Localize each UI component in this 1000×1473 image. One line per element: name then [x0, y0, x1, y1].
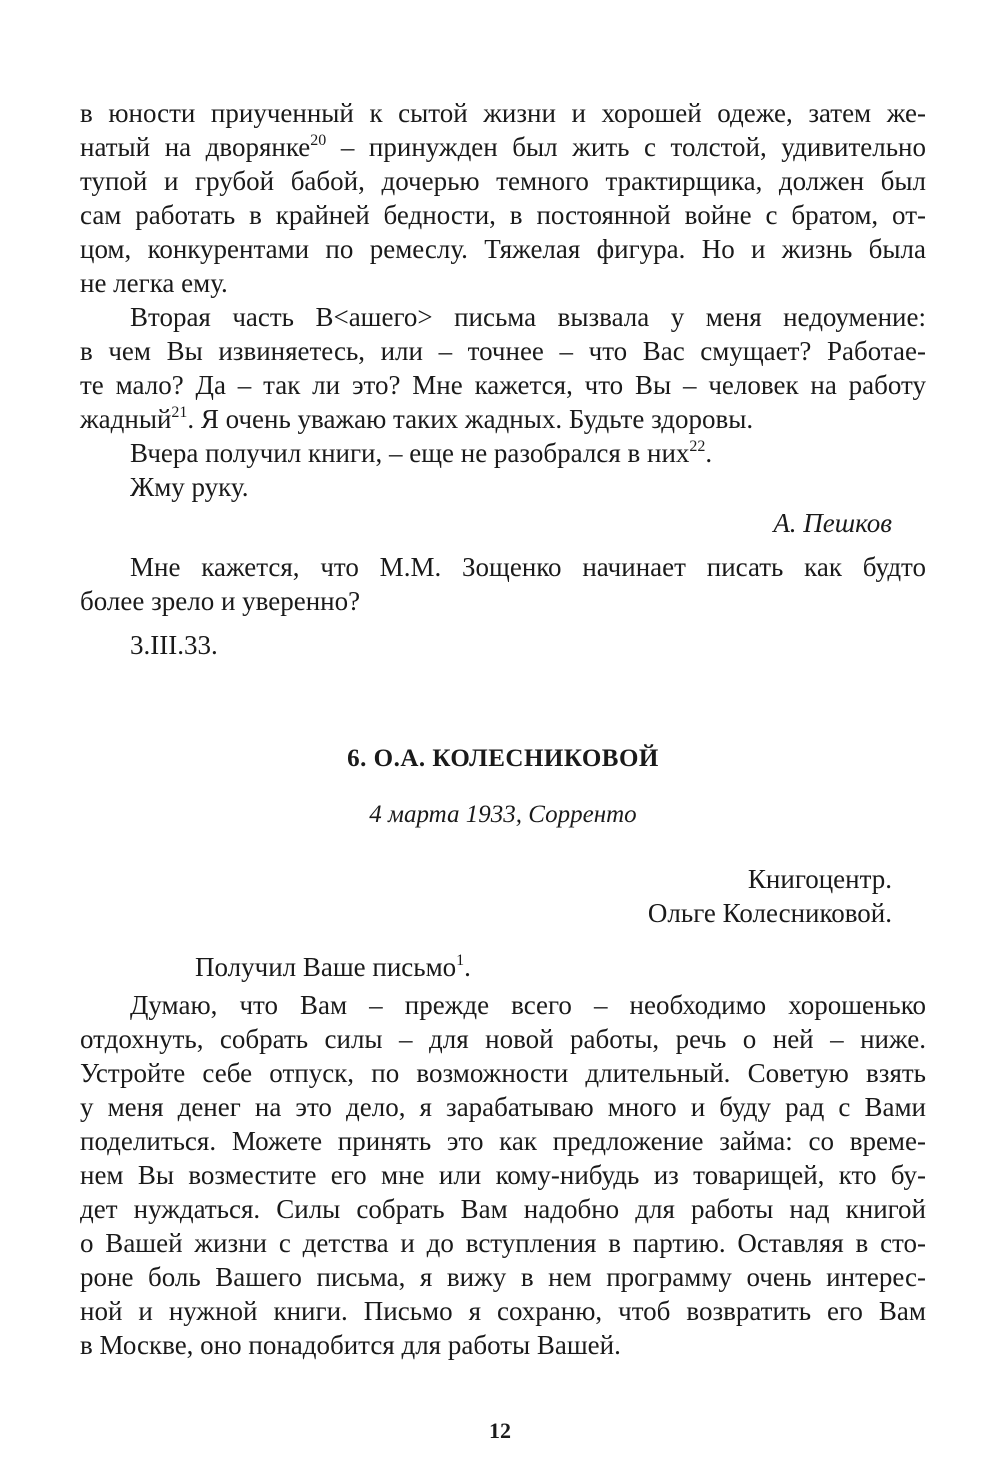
- postscript: [80, 550, 926, 618]
- text-line: Мне кажется, что М.М. Зощенко начинает писать как будто: [130, 552, 926, 582]
- footnote-ref: 1: [456, 952, 465, 969]
- text-line: те мало? Да – так ли это? Мне кажется, что Вы – человек на работу: [80, 370, 926, 400]
- address-line: Ольге Колесниковой.: [647, 898, 892, 928]
- footnote-ref: 22: [689, 438, 706, 455]
- address-block: [80, 862, 926, 930]
- text-line: нем Вы возместите его мне или кому-нибудь из товарищей, кто бу-: [80, 1160, 926, 1190]
- text-line: Вторая часть В<ашего> письма вызвала у меня недоумение:: [130, 302, 926, 332]
- text-line: в чем Вы извиняетесь, или – точнее – что Вас смущает? Работае-: [80, 336, 926, 366]
- page-number: 12: [489, 1418, 511, 1443]
- letter-date: 3.III.33.: [130, 630, 218, 660]
- text-line: Устройте себе отпуск, по возможности длительный. Советую взять: [80, 1058, 926, 1088]
- text-line: цом, конкурентами по ремеслу. Тяжелая фигура. Но и жизнь была: [80, 234, 926, 264]
- opening-line: Получил Ваше письмо$^1$.: [195, 952, 471, 982]
- footnote-ref: 21: [171, 404, 188, 421]
- text-line: натый на дворянке$^{20}$ – принужден был жить с толстой, удивительно: [80, 132, 927, 162]
- text-line: роне боль Вашего письма, я вижу в нем программу очень интерес-: [80, 1262, 926, 1292]
- paragraph-second: [80, 300, 926, 436]
- text-line: дет нуждаться. Силы собрать Вам надобно для работы над книгой: [80, 1194, 926, 1224]
- text-line: у меня денег на это дело, я зарабатываю много и буду рад с Вами: [80, 1092, 926, 1122]
- text-line: о Вашей жизни с детства и до вступления в партию. Оставляя в сто-: [80, 1228, 926, 1258]
- text-line: не легка ему.: [80, 268, 228, 298]
- closing-line: Жму руку.: [130, 472, 249, 502]
- page-body: [80, 96, 926, 1362]
- text-line: в юности приученный к сытой жизни и хорошей одеже, затем же-: [80, 98, 926, 128]
- paragraph-books: Вчера получил книги, – еще не разобрался в них$^{22}$.: [130, 438, 713, 468]
- letter-heading: 6. О.А. КОЛЕСНИКОВОЙ: [347, 745, 659, 772]
- letter-body: [80, 988, 926, 1362]
- paragraph-continuation: [80, 96, 926, 300]
- address-line: Книгоцентр.: [747, 864, 892, 894]
- text-line: ной и нужной книги. Письмо я сохраню, чтоб возвратить его Вам: [80, 1296, 926, 1326]
- signature: А. Пешков: [773, 508, 892, 538]
- text-line: отдохнуть, собрать силы – для новой работы, речь о ней – ниже.: [80, 1024, 926, 1054]
- text-line: тупой и грубой бабой, дочерью темного трактирщика, должен был: [80, 166, 926, 196]
- text-line: сам работать в крайней бедности, в постоянной войне с братом, от-: [80, 200, 926, 230]
- text-line: жадный$^{21}$. Я очень уважаю таких жадных. Будьте здоровы.: [80, 404, 754, 434]
- footnote-ref: 20: [310, 132, 327, 149]
- letter-dateline: 4 марта 1933, Сорренто: [369, 801, 637, 828]
- text-line: поделиться. Можете принять это как предложение займа: со време-: [80, 1126, 926, 1156]
- text-line: Думаю, что Вам – прежде всего – необходимо хорошенько: [130, 990, 926, 1020]
- text-line: более зрело и уверенно?: [80, 586, 361, 616]
- text-line: в Москве, оно понадобится для работы Вашей.: [80, 1330, 621, 1360]
